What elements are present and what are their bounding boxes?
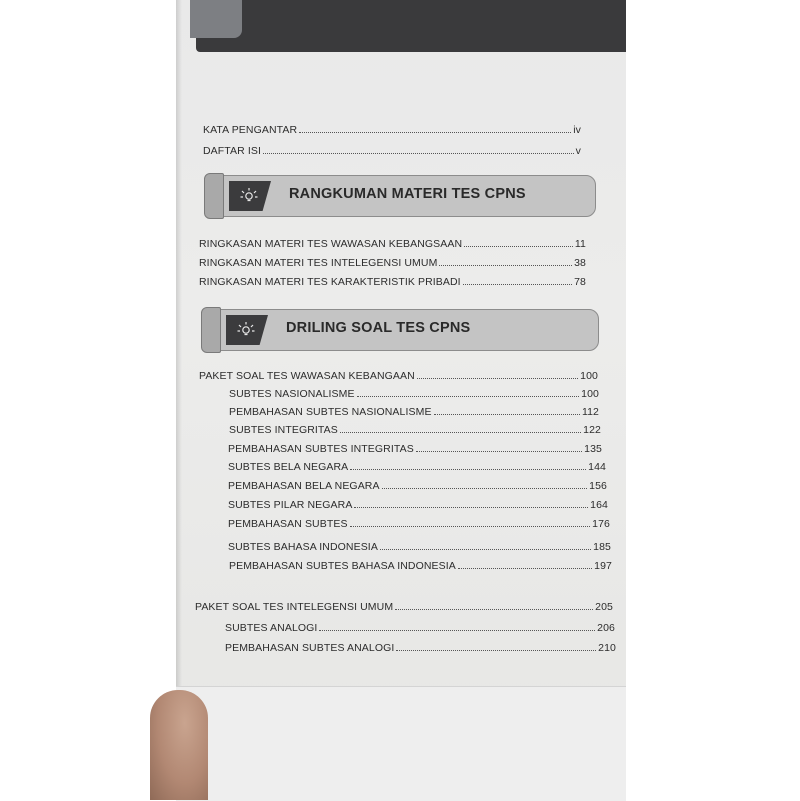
toc-entry-label: SUBTES BELA NEGARA [228, 461, 349, 473]
toc-group-heading [195, 599, 613, 613]
banner-icon-box [229, 181, 271, 211]
toc-entry [199, 236, 586, 250]
toc-entry-page: 78 [574, 276, 586, 288]
leader-dots [416, 450, 582, 452]
section-title: DRILING SOAL TES CPNS [286, 320, 471, 336]
toc-entry-label: DAFTAR ISI [203, 145, 261, 157]
lightbulb-icon [239, 187, 259, 205]
toc-entry [203, 122, 581, 136]
section-title: RANGKUMAN MATERI TES CPNS [289, 186, 526, 202]
leader-dots [458, 567, 592, 569]
section-banner-driling [203, 309, 599, 351]
next-page-edge [176, 686, 626, 801]
toc-subentry [228, 441, 602, 455]
toc-entry-page: 164 [590, 499, 608, 511]
toc-subentry [228, 539, 611, 553]
toc-subentry [228, 459, 606, 473]
toc-subentry [228, 478, 607, 492]
thumb [150, 690, 208, 800]
leader-dots [357, 395, 580, 397]
toc-entry-label: SUBTES BAHASA INDONESIA [228, 541, 378, 553]
leader-dots [319, 629, 595, 631]
leader-dots [350, 468, 586, 470]
toc-subentry [229, 422, 601, 436]
toc-subentry [229, 558, 612, 572]
toc-entry-page: 210 [598, 642, 616, 654]
toc-entry-page: 205 [595, 601, 613, 613]
toc-entry-label: KATA PENGANTAR [203, 124, 298, 136]
toc-entry-label: SUBTES NASIONALISME [229, 388, 355, 400]
toc-entry-page: 144 [588, 461, 606, 473]
toc-entry-label: PEMBAHASAN SUBTES INTEGRITAS [228, 443, 414, 455]
previous-page-tab [190, 0, 242, 38]
toc-entry-label: PEMBAHASAN SUBTES [228, 518, 348, 530]
book-page [176, 0, 626, 800]
toc-entry-label: SUBTES INTEGRITAS [229, 424, 338, 436]
leader-dots [417, 377, 578, 379]
toc-subentry [225, 620, 615, 634]
toc-entry-page: 100 [580, 370, 598, 382]
toc-entry-label: RINGKASAN MATERI TES INTELEGENSI UMUM [199, 257, 438, 269]
toc-entry-label: RINGKASAN MATERI TES WAWASAN KEBANGSAAN [199, 238, 463, 250]
toc-entry-page: 11 [574, 238, 586, 250]
leader-dots [434, 413, 580, 415]
banner-icon-box [226, 315, 268, 345]
toc-entry-page: 176 [592, 518, 610, 530]
toc-entry-label: SUBTES ANALOGI [225, 622, 318, 634]
toc-entry-page: 100 [581, 388, 599, 400]
leader-dots [350, 525, 591, 527]
toc-entry-page: iv [573, 124, 581, 136]
banner-tab [201, 307, 221, 353]
leader-dots [395, 608, 593, 610]
previous-page-dark-band [196, 0, 626, 52]
toc-subentry [228, 497, 608, 511]
page-edge-shadow [176, 0, 182, 800]
toc-entry-label: PEMBAHASAN SUBTES NASIONALISME [229, 406, 432, 418]
leader-dots [464, 245, 573, 247]
leader-dots [380, 548, 591, 550]
toc-entry [199, 255, 586, 269]
toc-entry-page: 135 [584, 443, 602, 455]
toc-subentry [229, 404, 599, 418]
toc-entry-page: 185 [593, 541, 611, 553]
toc-subentry [228, 516, 610, 530]
toc-entry-page: v [575, 145, 581, 157]
toc-entry [199, 274, 586, 288]
toc-group-heading [199, 368, 598, 382]
toc-subentry [229, 386, 599, 400]
toc-entry-page: 112 [581, 406, 599, 418]
toc-entry-page: 122 [583, 424, 601, 436]
leader-dots [382, 487, 588, 489]
toc-subentry [225, 640, 616, 654]
leader-dots [263, 152, 574, 154]
toc-entry-page: 38 [574, 257, 586, 269]
toc-entry-page: 197 [594, 560, 612, 572]
banner-tab [204, 173, 224, 219]
toc-entry-label: PAKET SOAL TES INTELEGENSI UMUM [195, 601, 394, 613]
toc-entry [203, 143, 581, 157]
toc-entry-label: PEMBAHASAN SUBTES BAHASA INDONESIA [229, 560, 456, 572]
leader-dots [299, 131, 571, 133]
toc-entry-page: 206 [597, 622, 615, 634]
leader-dots [340, 431, 581, 433]
leader-dots [439, 264, 572, 266]
leader-dots [463, 283, 572, 285]
toc-entry-label: PEMBAHASAN SUBTES ANALOGI [225, 642, 395, 654]
toc-entry-label: PEMBAHASAN BELA NEGARA [228, 480, 380, 492]
toc-entry-label: SUBTES PILAR NEGARA [228, 499, 353, 511]
lightbulb-icon [236, 321, 256, 339]
leader-dots [354, 506, 588, 508]
toc-entry-label: RINGKASAN MATERI TES KARAKTERISTIK PRIBADI [199, 276, 461, 288]
section-banner-rangkuman [206, 175, 596, 217]
leader-dots [396, 649, 596, 651]
toc-entry-label: PAKET SOAL TES WAWASAN KEBANGAAN [199, 370, 415, 382]
toc-entry-page: 156 [589, 480, 607, 492]
